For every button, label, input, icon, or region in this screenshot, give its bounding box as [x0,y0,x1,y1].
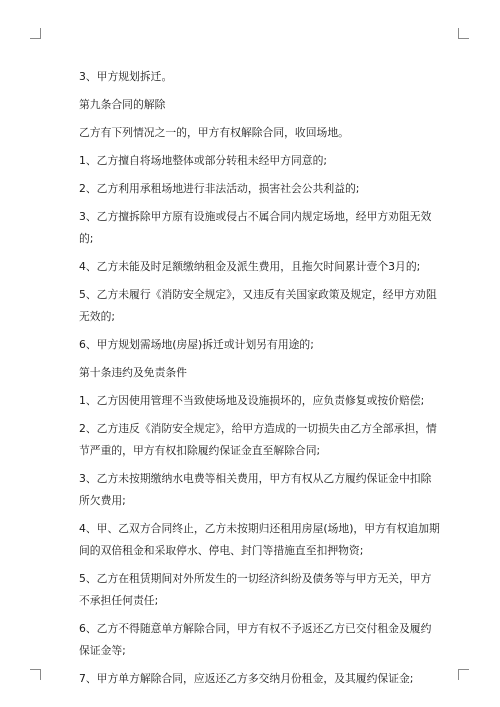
paragraph: 2、乙方利用承租场地进行非法活动，损害社会公共利益的; [79,182,360,195]
paragraph: 2、乙方违反《消防安全规定》，给甲方造成的一切损失由乙方全部承担，情节严重的，甲方有权扣除履约保证金直至解除合同; [79,422,437,457]
paragraph: 7、甲方单方解除合同，应返还乙方多交纳月份租金，及其履约保证金; [79,672,414,685]
paragraph: 3、乙方擅拆除甲方原有设施或侵占不属合同内规定场地，经甲方劝阻无效的; [79,210,432,245]
paragraph: 1、乙方擅自将场地整体或部分转租未经甲方同意的; [79,154,328,167]
paragraph: 6、乙方不得随意单方解除合同，甲方有权不予返还乙方已交付租金及履约保证金等; [79,622,432,657]
section-heading: 第十条违约及免责条件 [79,366,187,379]
crop-mark-bottom-right [458,669,469,680]
paragraph: 5、乙方在租赁期间对外所发生的一切经济纠纷及债务等与甲方无关，甲方不承担任何责任; [79,572,432,607]
section-heading: 第九条合同的解除 [79,98,166,111]
document-body [79,66,441,696]
paragraph: 1、乙方因使用管理不当致使场地及设施损坏的，应负责修复或按价赔偿; [79,394,425,407]
paragraph: 6、甲方规划需场地(房屋)拆迁或计划另有用途的; [79,338,314,351]
paragraph: 乙方有下列情况之一的，甲方有权解除合同，收回场地。 [79,126,349,139]
paragraph: 4、甲、乙双方合同终止，乙方未按期归还租用房屋(场地)，甲方有权追加期间的双倍租金和采取停水、停电、封门等措施直至扣押物资; [79,522,440,557]
paragraph: 5、乙方未履行《消防安全规定》，又违反有关国家政策及规定，经甲方劝阻无效的; [79,288,437,323]
crop-mark-top-left [30,28,41,39]
paragraph: 3、甲方规划拆迁。 [79,70,173,83]
paragraph: 3、乙方未按期缴纳水电费等相关费用，甲方有权从乙方履约保证金中扣除所欠费用; [79,472,432,507]
crop-mark-top-right [458,28,469,39]
paragraph: 4、乙方未能及时足额缴纳租金及派生费用，且拖欠时间累计壹个3月的; [79,260,421,273]
crop-mark-bottom-left [30,669,41,680]
